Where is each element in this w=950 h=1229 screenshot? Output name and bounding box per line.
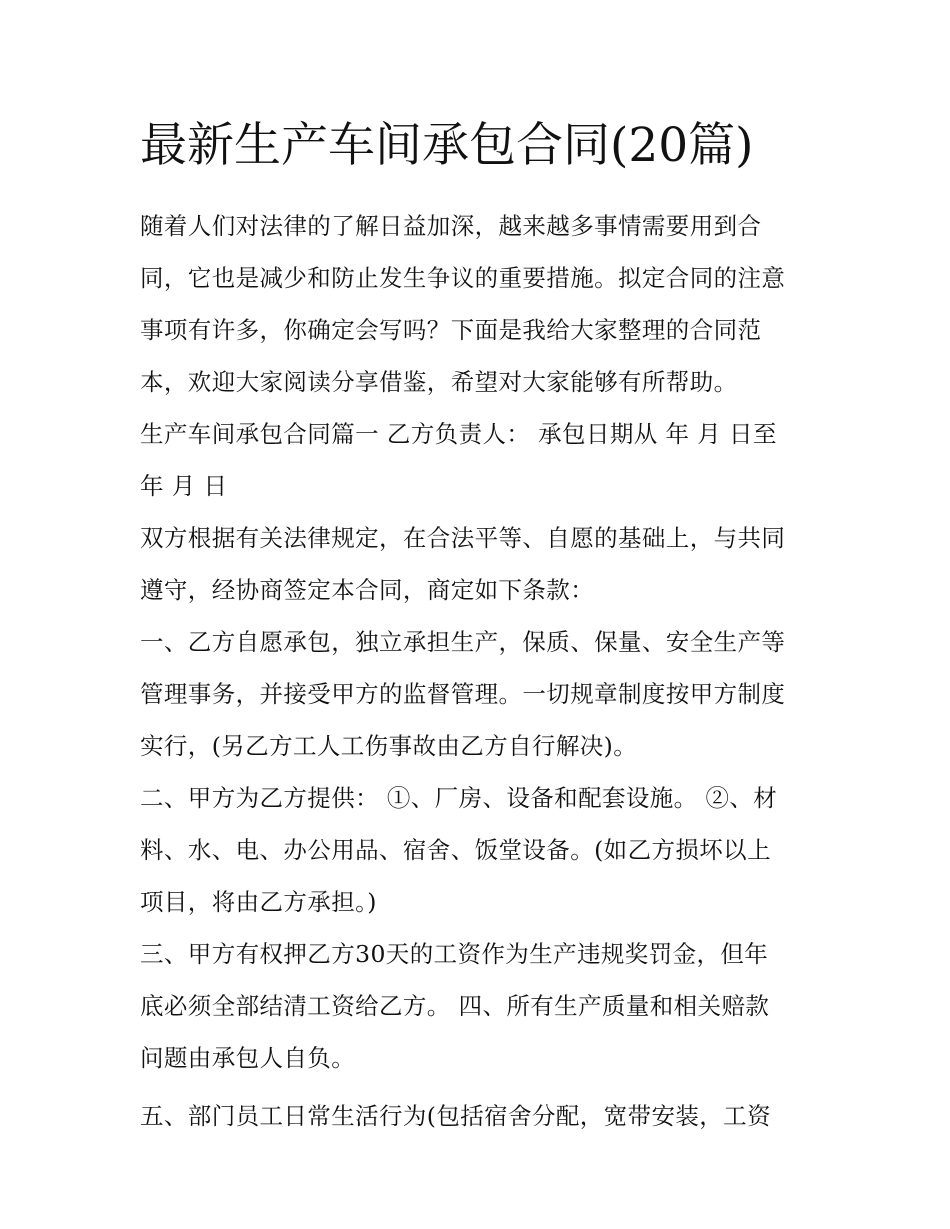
paragraph-line: 五、部门员工日常生活行为(包括宿舍分配，宽带安装，工资: [140, 1102, 771, 1130]
document-body: [140, 200, 810, 1142]
paragraph-line: 双方根据有关法律规定，在合法平等、自愿的基础上，与共同: [140, 524, 786, 552]
paragraph-line: 随着人们对法律的了解日益加深，越来越多事情需要用到合: [140, 212, 762, 240]
paragraph-line: 同，它也是减少和防止发生争议的重要措施。拟定合同的注意: [140, 264, 786, 292]
paragraph-line: 问题由承包人自负。: [140, 1044, 356, 1072]
paragraph-line: 生产车间承包合同篇一 乙方负责人： 承包日期从 年 月 日至: [140, 420, 777, 448]
paragraph-line: 料、水、电、办公用品、宿舍、饭堂设备。(如乙方损坏以上: [140, 836, 771, 864]
paragraph-line: 实行，(另乙方工人工伤事故由乙方自行解决)。: [140, 732, 638, 760]
paragraph-line: 事项有许多，你确定会写吗？下面是我给大家整理的合同范: [140, 316, 762, 344]
paragraph-line: 一、乙方自愿承包，独立承担生产，保质、保量、安全生产等: [140, 628, 786, 656]
paragraph-line: 三、甲方有权押乙方30天的工资作为生产违规奖罚金，但年: [140, 940, 769, 968]
paragraph-line: 二、甲方为乙方提供： ①、厂房、设备和配套设施。 ②、材: [140, 784, 778, 812]
paragraph-line: 年 月 日: [140, 472, 228, 500]
paragraph-line: 本，欢迎大家阅读分享借鉴，希望对大家能够有所帮助。: [140, 368, 738, 396]
document-title: 最新生产车间承包合同(20篇): [140, 118, 754, 173]
paragraph-line: 底必须全部结清工资给乙方。 四、所有生产质量和相关赔款: [140, 992, 770, 1020]
paragraph-line: 遵守，经协商签定本合同，商定如下条款：: [140, 576, 595, 604]
paragraph-line: 管理事务，并接受甲方的监督管理。一切规章制度按甲方制度: [140, 680, 786, 708]
paragraph-line: 项目，将由乙方承担。): [140, 888, 377, 916]
